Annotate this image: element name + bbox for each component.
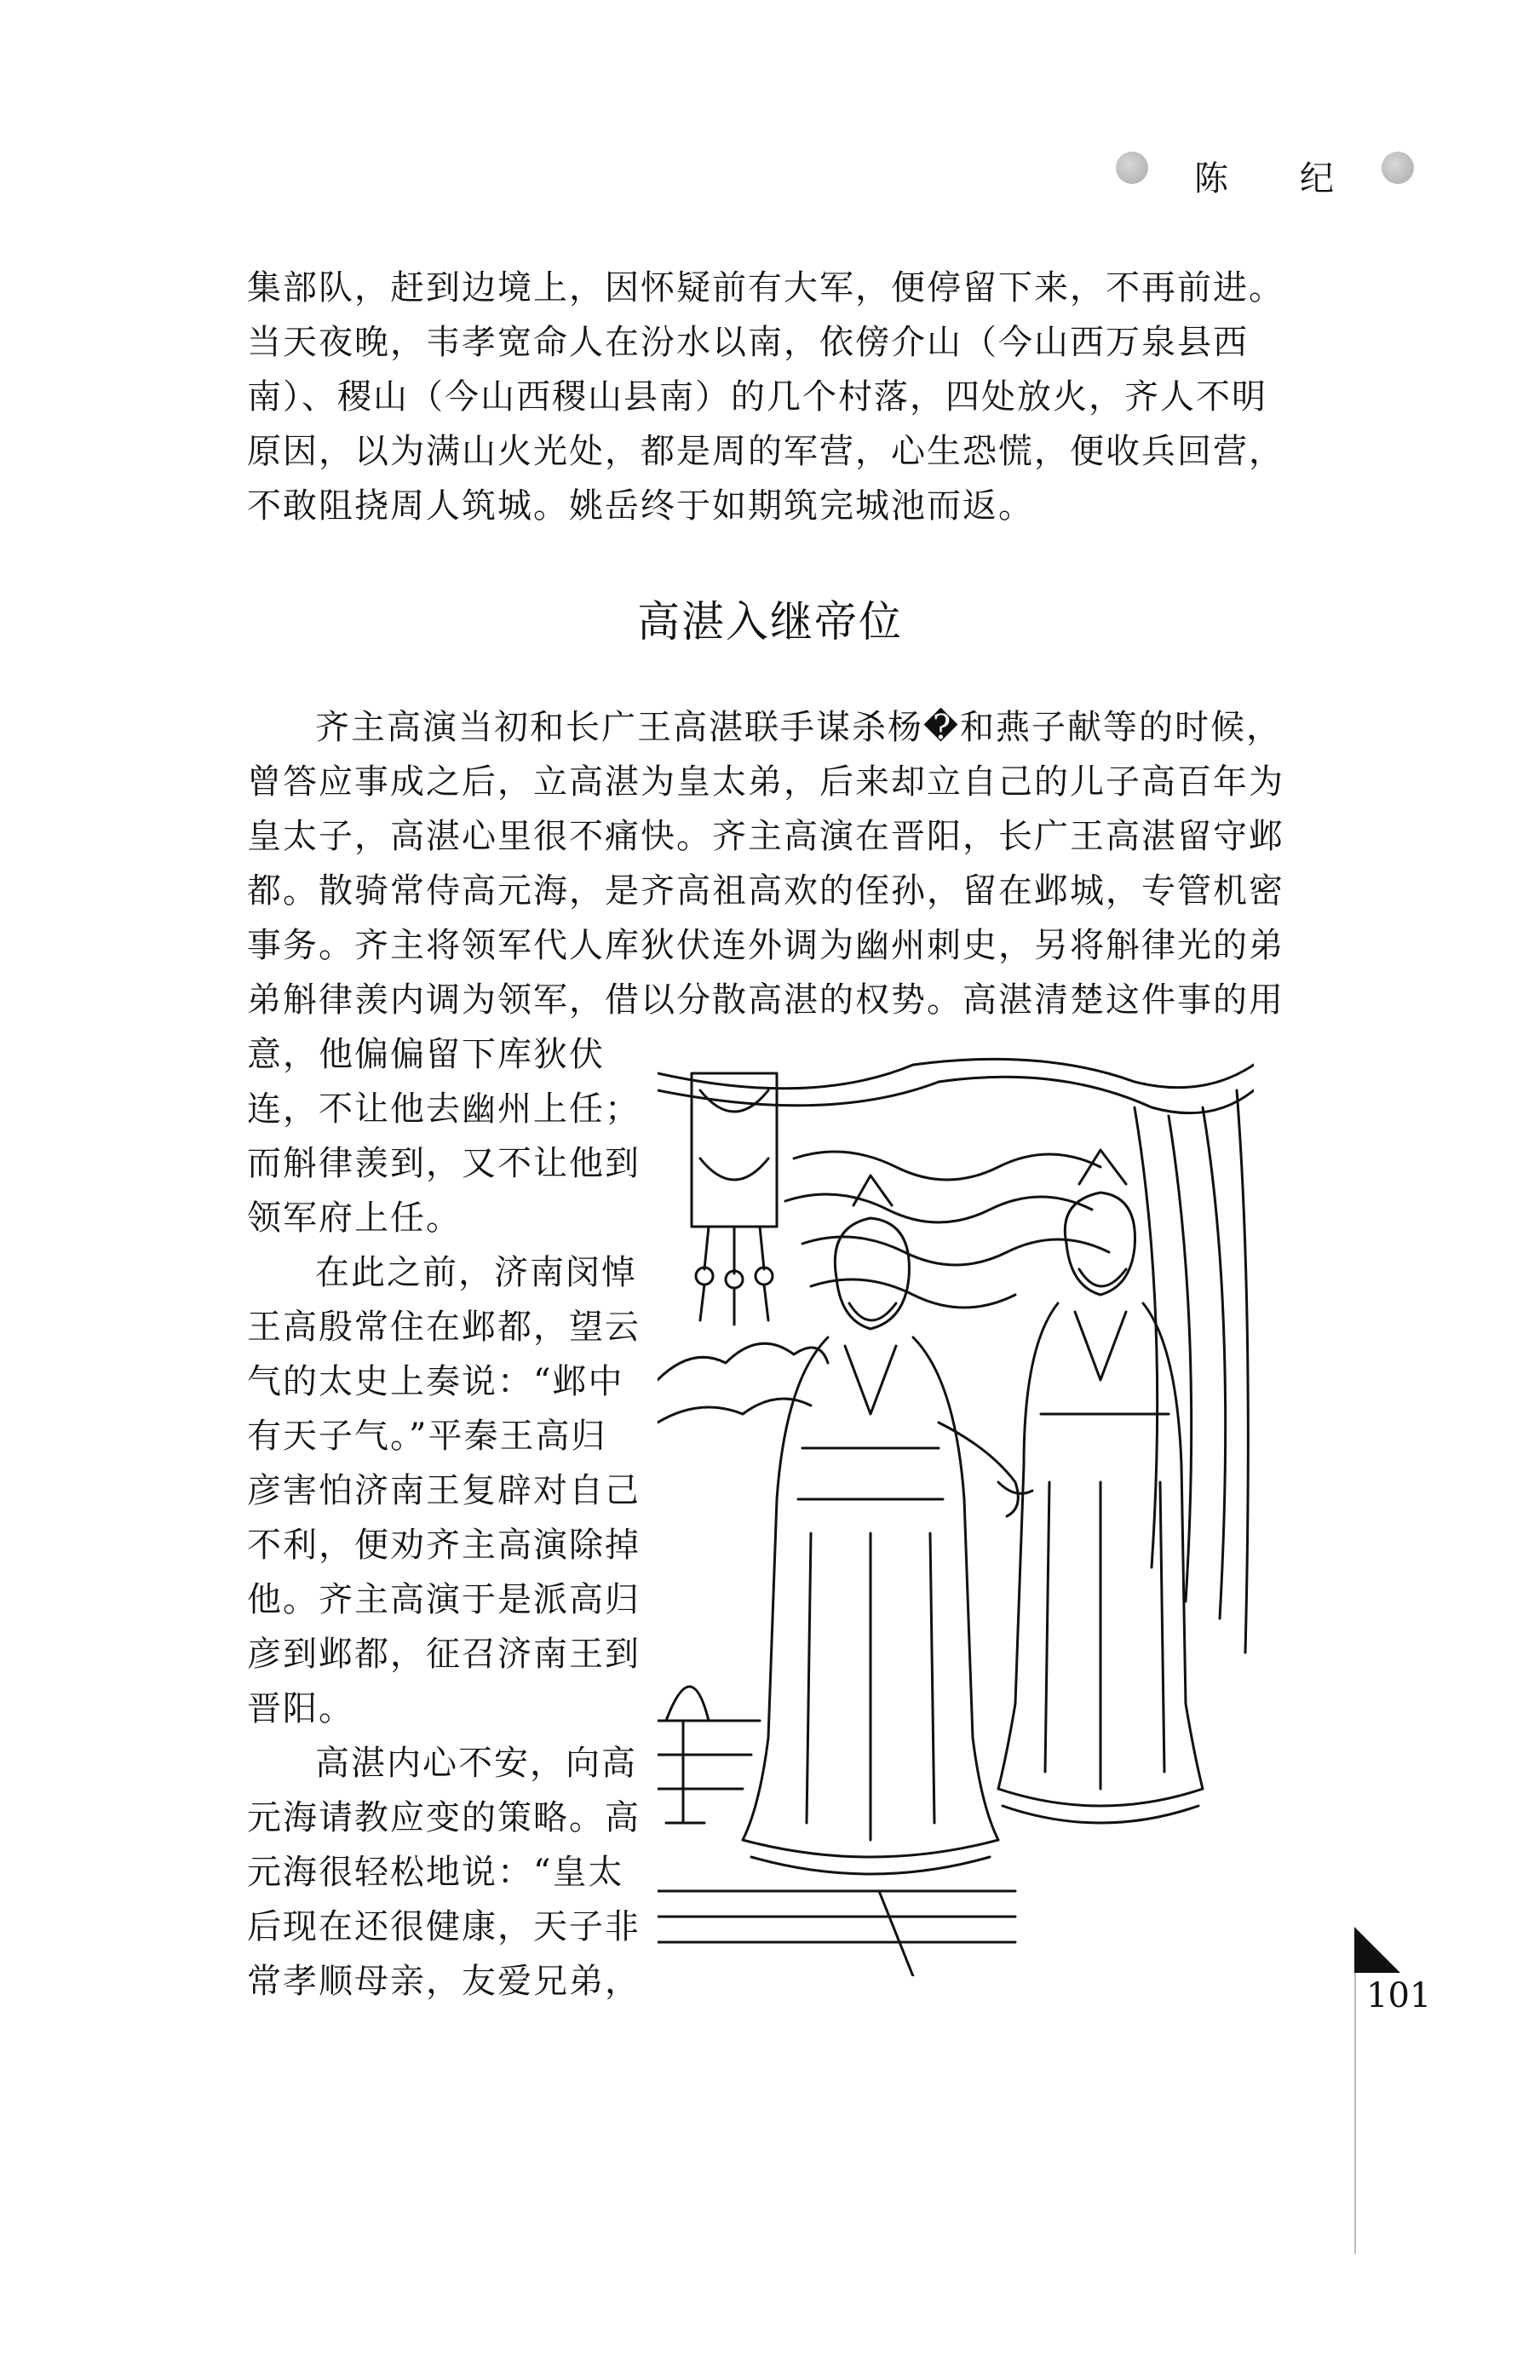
- text-line: 而斛律羡到，又不让他到: [247, 1144, 641, 1183]
- text-line: 都。散骑常侍高元海，是齐高祖高欢的侄孙，留在邺城，专管机密: [247, 871, 1284, 911]
- header-left-dot: [1116, 152, 1148, 184]
- text-line: 在此之前，济南闵悼: [315, 1253, 637, 1292]
- text-line: 连，不让他去幽州上任；: [247, 1089, 641, 1129]
- text-line: 彦到邺都，征召济南王到: [247, 1635, 641, 1674]
- corner-triangle-mark: [1354, 1927, 1400, 1973]
- text-line: 元海请教应变的策略。高: [247, 1798, 641, 1837]
- text-line: 彦害怕济南王复辟对自己: [247, 1471, 641, 1510]
- text-line: 弟斛律羡内调为领军，借以分散高湛的权势。高湛清楚这件事的用: [247, 980, 1284, 1020]
- text-line: 齐主高演当初和长广王高湛联手谋杀杨�和燕子献等的时候，: [315, 708, 1283, 747]
- page-number: 101: [1366, 1976, 1432, 2015]
- text-line: 意，他偏偏留下库狄伏: [247, 1035, 605, 1074]
- text-line: 高湛内心不安，向高: [315, 1744, 637, 1783]
- narrow-text-column: [247, 1027, 639, 2009]
- text-line: 不敢阻挠周人筑城。姚岳终于如期筑完城池而返。: [247, 486, 1034, 526]
- body-paragraph: [247, 700, 1284, 1027]
- text-line: 皇太子，高湛心里很不痛快。齐主高演在晋阳，长广王高湛留守邺: [247, 817, 1284, 856]
- ink-illustration: [658, 1056, 1254, 1976]
- header-right-dot: [1382, 152, 1414, 184]
- header-char-ji: 纪: [1300, 159, 1334, 198]
- text-line: 常孝顺母亲，友爱兄弟，: [247, 1962, 641, 2001]
- text-line: 后现在还很健康，天子非: [247, 1907, 641, 1946]
- intro-paragraph: [247, 261, 1284, 533]
- text-line: 他。齐主高演于是派高归: [247, 1580, 641, 1619]
- text-line: 集部队，赶到边境上，因怀疑前有大军，便停留下来，不再前进。: [247, 268, 1284, 308]
- text-line: 曾答应事成之后，立高湛为皇太弟，后来却立自己的儿子高百年为: [247, 762, 1284, 802]
- text-line: 有天子气。”平秦王高归: [247, 1417, 607, 1456]
- margin-rule: [1354, 1973, 1356, 2254]
- text-line: 不利，便劝齐主高演除掉: [247, 1526, 641, 1565]
- text-line: 领军府上任。: [247, 1199, 462, 1238]
- text-line: 原因，以为满山火光处，都是周的军营，心生恐慌，便收兵回营，: [247, 432, 1284, 471]
- text-line: 元海很轻松地说：“皇太: [247, 1853, 624, 1892]
- section-title: 高湛入继帝位: [637, 597, 903, 647]
- text-line: 晋阳。: [247, 1689, 354, 1728]
- text-line: 气的太史上奏说：“邺中: [247, 1362, 624, 1401]
- text-line: 事务。齐主将领军代人库狄伏连外调为幽州刺史，另将斛律光的弟: [247, 926, 1284, 965]
- text-line: 王高殷常住在邺都，望云: [247, 1308, 641, 1347]
- header-char-chen: 陈: [1194, 159, 1228, 198]
- text-line: 当天夜晚，韦孝宽命人在汾水以南，依傍介山（今山西万泉县西: [247, 323, 1249, 362]
- text-line: 南）、稷山（今山西稷山县南）的几个村落，四处放火，齐人不明: [247, 377, 1267, 417]
